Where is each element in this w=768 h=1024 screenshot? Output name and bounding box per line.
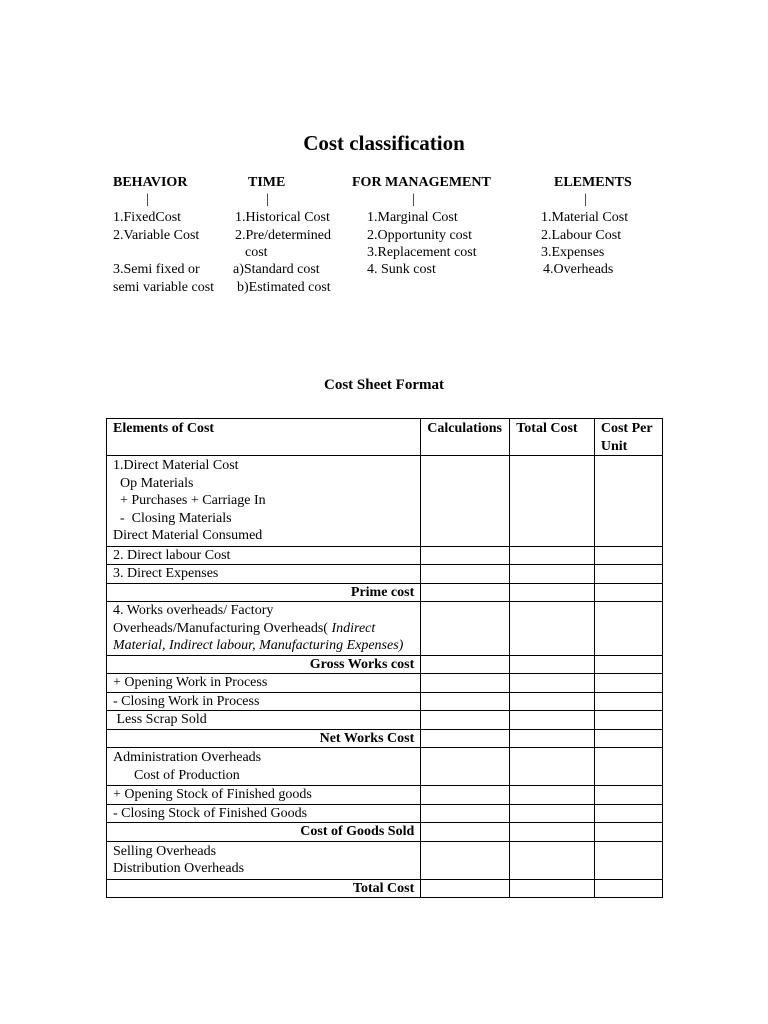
row-label-opening-stock: + Opening Stock of Finished goods (107, 786, 421, 805)
per-unit-cell (594, 674, 662, 693)
connector-elements: | (584, 192, 587, 207)
management-item: 1.Marginal Cost (367, 210, 458, 225)
row-line: + Purchases + Carriage In (113, 493, 266, 508)
table-row (107, 692, 663, 711)
calc-cell (421, 546, 510, 565)
total-cell (510, 602, 595, 656)
row-line: Distribution Overheads (113, 861, 245, 876)
time-item: b)Estimated cost (237, 280, 331, 295)
table-row (107, 879, 663, 898)
row-line: Direct Material Consumed (113, 528, 263, 543)
calc-cell (421, 456, 510, 547)
table-row (107, 786, 663, 805)
table-row (107, 804, 663, 823)
total-cell (510, 804, 595, 823)
row-label-selling-distribution (107, 841, 421, 879)
table-row (107, 823, 663, 842)
row-label-direct-labour: 2. Direct labour Cost (107, 546, 421, 565)
row-line: 1.Direct Material Cost (113, 458, 239, 473)
table-row (107, 546, 663, 565)
elements-item: 3.Expenses (541, 245, 605, 260)
row-label-direct-expenses: 3. Direct Expenses (107, 565, 421, 584)
table-row (107, 674, 663, 693)
calc-cell (421, 804, 510, 823)
table-row (107, 456, 663, 547)
table-row (107, 565, 663, 584)
total-cell (510, 583, 595, 602)
total-cell (510, 674, 595, 693)
calc-cell (421, 602, 510, 656)
total-cell (510, 841, 595, 879)
time-item: a)Standard cost (233, 262, 320, 277)
header-management: FOR MANAGEMENT (352, 175, 491, 190)
total-cell (510, 456, 595, 547)
per-unit-cell (594, 841, 662, 879)
per-unit-cell (594, 692, 662, 711)
table-header-row (107, 419, 663, 456)
row-label-cogs: Cost of Goods Sold (107, 823, 421, 842)
row-line: Op Materials (113, 475, 194, 491)
total-cell (510, 748, 595, 786)
calc-cell (421, 823, 510, 842)
per-unit-cell (594, 823, 662, 842)
row-line: Selling Overheads (113, 843, 217, 859)
time-item: 2.Pre/determined (235, 228, 332, 243)
per-unit-cell (594, 546, 662, 565)
per-unit-cell (594, 879, 662, 898)
per-unit-cell (594, 565, 662, 584)
calc-cell (421, 748, 510, 786)
per-unit-cell (594, 456, 662, 547)
table-row (107, 583, 663, 602)
table-row (107, 602, 663, 656)
behavior-item: 3.Semi fixed or (113, 262, 200, 277)
per-unit-cell (594, 711, 662, 730)
header-time: TIME (248, 175, 286, 190)
table-row (107, 655, 663, 674)
per-unit-cell (594, 748, 662, 786)
row-label-scrap: Less Scrap Sold (107, 711, 421, 730)
behavior-item: 2.Variable Cost (113, 228, 200, 243)
connector-management: | (412, 192, 415, 207)
elements-item: 1.Material Cost (541, 210, 629, 225)
row-label-total-cost: Total Cost (107, 879, 421, 898)
calc-cell (421, 655, 510, 674)
works-overheads-italic: Indirect Material, Indirect labour, Manufacturing Expenses) (113, 620, 404, 653)
table-row (107, 711, 663, 730)
per-unit-cell (594, 583, 662, 602)
management-item: 4. Sunk cost (367, 262, 436, 277)
column-header: Total Cost (510, 419, 595, 456)
total-cell (510, 711, 595, 730)
row-label-gross-works: Gross Works cost (107, 655, 421, 674)
header-elements: ELEMENTS (554, 175, 632, 190)
row-line: Cost of Production (113, 767, 240, 783)
behavior-item: semi variable cost (113, 280, 215, 295)
total-cell (510, 565, 595, 584)
works-overheads-text: 4. Works overheads/ Factory Overheads/Manufacturing Overheads( (113, 603, 328, 636)
total-cell (510, 879, 595, 898)
total-cell (510, 546, 595, 565)
behavior-item: 1.FixedCost (113, 210, 182, 225)
total-cell (510, 786, 595, 805)
connector-time: | (266, 192, 269, 207)
column-header: Elements of Cost (107, 419, 421, 456)
table-row (107, 841, 663, 879)
calc-cell (421, 711, 510, 730)
time-item: cost (245, 245, 268, 260)
calc-cell (421, 879, 510, 898)
table-row (107, 748, 663, 786)
time-item: 1.Historical Cost (235, 210, 330, 225)
total-cell (510, 692, 595, 711)
management-item: 2.Opportunity cost (367, 228, 472, 243)
total-cell (510, 655, 595, 674)
total-cell (510, 729, 595, 748)
calc-cell (421, 841, 510, 879)
per-unit-cell (594, 729, 662, 748)
elements-item: 2.Labour Cost (541, 228, 622, 243)
table-row (107, 729, 663, 748)
row-label-admin (107, 748, 421, 786)
per-unit-cell (594, 655, 662, 674)
column-header: Calculations (421, 419, 510, 456)
calc-cell (421, 565, 510, 584)
connector-behavior: | (146, 192, 149, 207)
calc-cell (421, 786, 510, 805)
header-behavior: BEHAVIOR (113, 175, 188, 190)
total-cell (510, 823, 595, 842)
management-item: 3.Replacement cost (367, 245, 477, 260)
calc-cell (421, 674, 510, 693)
calc-cell (421, 583, 510, 602)
column-header: Cost Per Unit (594, 419, 662, 456)
elements-item: 4.Overheads (543, 262, 614, 277)
page-title: Cost classification (303, 131, 465, 155)
row-label-closing-wip: - Closing Work in Process (107, 692, 421, 711)
row-label-works-overheads (107, 602, 421, 656)
per-unit-cell (594, 804, 662, 823)
per-unit-cell (594, 602, 662, 656)
row-label-prime-cost: Prime cost (107, 583, 421, 602)
calc-cell (421, 692, 510, 711)
row-line: Administration Overheads (113, 750, 262, 765)
row-label-direct-material (107, 456, 421, 547)
row-label-opening-wip: + Opening Work in Process (107, 674, 421, 693)
calc-cell (421, 729, 510, 748)
row-label-closing-stock: - Closing Stock of Finished Goods (107, 804, 421, 823)
cost-sheet-title: Cost Sheet Format (324, 377, 444, 393)
cost-sheet-table (106, 418, 663, 898)
row-label-net-works: Net Works Cost (107, 729, 421, 748)
per-unit-cell (594, 786, 662, 805)
row-line: - Closing Materials (113, 510, 232, 526)
